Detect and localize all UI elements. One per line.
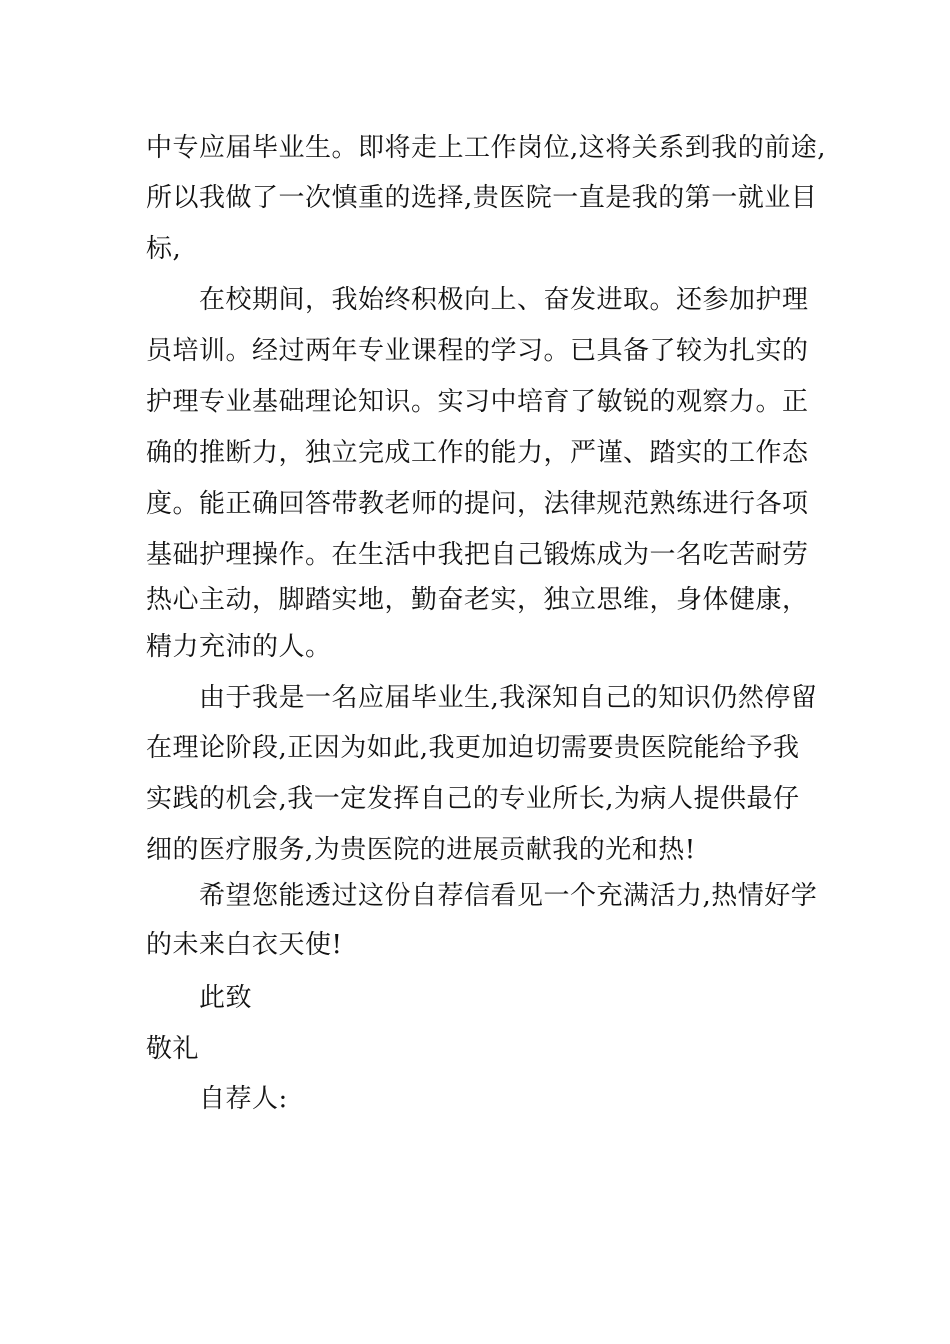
text-line: 度。能正确回答带教老师的提问，法律规范熟练进行各项 bbox=[146, 489, 809, 519]
text-line: 所以我做了一次慎重的选择,贵医院一直是我的第一就业目 bbox=[146, 183, 818, 213]
text-line: 热心主动，脚踏实地，勤奋老实，独立思维，身体健康， bbox=[146, 585, 809, 615]
text-line: 确的推断力，独立完成工作的能力，严谨、踏实的工作态 bbox=[146, 438, 809, 468]
text-line: 精力充沛的人。 bbox=[146, 632, 332, 662]
text-line: 标, bbox=[146, 234, 182, 264]
closing-regards: 敬礼 bbox=[146, 1034, 200, 1064]
text-line: 希望您能透过这份自荐信看见一个充满活力,热情好学 bbox=[199, 881, 818, 911]
text-line: 中专应届毕业生。即将走上工作岗位,这将关系到我的前途, bbox=[146, 133, 827, 163]
text-line: 在理论阶段,正因为如此,我更加迫切需要贵医院能给予我 bbox=[146, 733, 800, 763]
text-line: 护理专业基础理论知识。实习中培育了敏锐的观察力。正 bbox=[146, 387, 809, 417]
text-line: 实践的机会,我一定发挥自己的专业所长,为病人提供最仔 bbox=[146, 784, 800, 814]
signature-label: 自荐人: bbox=[199, 1084, 288, 1114]
text-line: 的未来白衣天使! bbox=[146, 930, 343, 960]
text-line: 由于我是一名应届毕业生,我深知自己的知识仍然停留 bbox=[199, 683, 818, 713]
text-line: 在校期间，我始终积极向上、奋发进取。还参加护理 bbox=[199, 285, 809, 315]
text-line: 基础护理操作。在生活中我把自己锻炼成为一名吃苦耐劳 bbox=[146, 540, 809, 570]
text-line: 员培训。经过两年专业课程的学习。已具备了较为扎实的 bbox=[146, 336, 809, 366]
closing-salutation: 此致 bbox=[199, 983, 253, 1013]
text-line: 细的医疗服务,为贵医院的进展贡献我的光和热! bbox=[146, 835, 696, 865]
